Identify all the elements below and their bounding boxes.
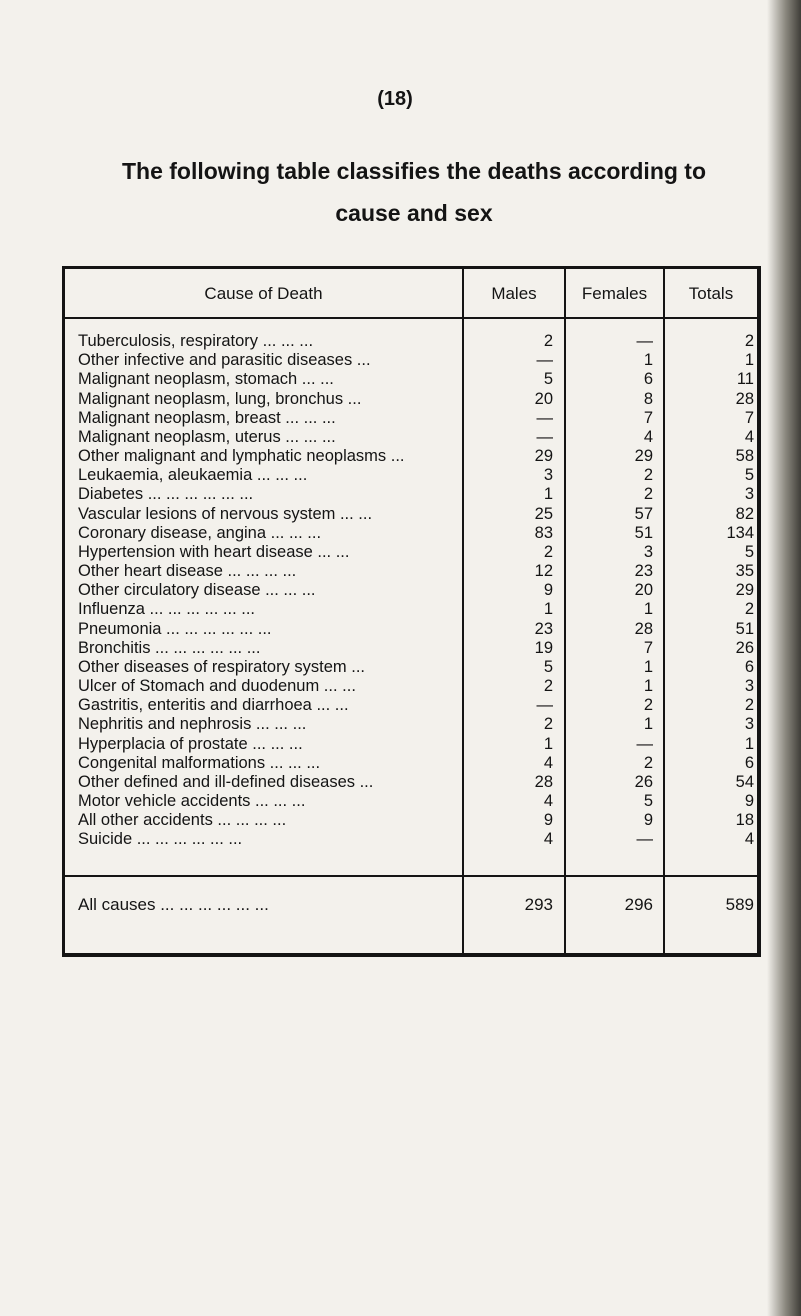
row-females: 9 <box>643 811 653 830</box>
row-totals: 2 <box>744 600 754 619</box>
row-cause: Vascular lesions of nervous system ... ... <box>78 504 373 523</box>
row-males: 5 <box>543 370 553 389</box>
row-females: 57 <box>634 504 653 523</box>
table-row <box>65 390 757 408</box>
row-females: 51 <box>634 523 653 542</box>
row-females: 1 <box>643 657 653 676</box>
row-males: 5 <box>543 657 553 676</box>
total-totals: 589 <box>725 895 754 914</box>
table-row <box>65 351 757 369</box>
table-row <box>65 332 757 350</box>
row-cause: Motor vehicle accidents ... ... ... <box>78 792 306 811</box>
table-row <box>65 620 757 638</box>
title-line-2: cause and sex <box>335 200 493 226</box>
row-cause: Diabetes ... ... ... ... ... ... <box>78 485 254 504</box>
row-males: — <box>536 696 553 715</box>
row-females: 3 <box>643 542 653 561</box>
row-females: 1 <box>643 351 653 370</box>
row-males: 28 <box>534 772 553 791</box>
row-females: 5 <box>643 792 653 811</box>
row-totals: 1 <box>744 734 754 753</box>
row-cause: Other malignant and lymphatic neoplasms ... <box>78 447 405 466</box>
total-divider <box>65 875 757 877</box>
row-totals: 1 <box>744 351 754 370</box>
total-cause: All causes ... ... ... ... ... ... <box>78 895 269 914</box>
row-males: 12 <box>534 562 553 581</box>
row-totals: 7 <box>744 408 754 427</box>
row-totals: 6 <box>744 753 754 772</box>
row-totals: 51 <box>735 619 754 638</box>
row-totals: 2 <box>744 332 754 350</box>
row-cause: Congenital malformations ... ... ... <box>78 753 321 772</box>
header-totals: Totals <box>688 284 734 303</box>
row-females: 29 <box>634 447 653 466</box>
row-cause: Other diseases of respiratory system ... <box>78 657 366 676</box>
row-totals: 28 <box>735 389 754 408</box>
row-totals: 5 <box>744 542 754 561</box>
row-males: 4 <box>543 753 553 772</box>
row-totals: 29 <box>735 581 754 600</box>
row-cause: Malignant neoplasm, lung, bronchus ... <box>78 389 362 408</box>
row-cause: Coronary disease, angina ... ... ... <box>78 523 322 542</box>
row-males: — <box>536 427 553 446</box>
row-females: — <box>636 332 653 350</box>
row-totals: 3 <box>744 485 754 504</box>
row-cause: Pneumonia ... ... ... ... ... ... <box>78 619 272 638</box>
table-row <box>65 562 757 580</box>
table-row <box>65 466 757 484</box>
row-males: 83 <box>534 523 553 542</box>
table-row <box>65 639 757 657</box>
row-females: 6 <box>643 370 653 389</box>
row-males: 29 <box>534 447 553 466</box>
table-row <box>65 485 757 503</box>
row-females: 8 <box>643 389 653 408</box>
header-males: Males <box>491 284 537 303</box>
row-cause: Bronchitis ... ... ... ... ... ... <box>78 638 261 657</box>
row-females: 26 <box>634 772 653 791</box>
row-cause: Hypertension with heart disease ... ... <box>78 542 350 561</box>
row-totals: 58 <box>735 447 754 466</box>
table-row <box>65 773 757 791</box>
table-row <box>65 447 757 465</box>
row-cause: Gastritis, enteritis and diarrhoea ... ... <box>78 696 349 715</box>
row-cause: Malignant neoplasm, uterus ... ... ... <box>78 427 336 446</box>
row-females: — <box>636 734 653 753</box>
row-totals: 5 <box>744 466 754 485</box>
row-cause: Suicide ... ... ... ... ... ... <box>78 830 243 849</box>
row-totals: 82 <box>735 504 754 523</box>
row-totals: 4 <box>744 427 754 446</box>
deaths-by-cause-table <box>62 266 761 957</box>
row-males: 25 <box>534 504 553 523</box>
row-females: 2 <box>643 753 653 772</box>
row-males: — <box>536 351 553 370</box>
table-row <box>65 543 757 561</box>
total-row <box>65 885 757 925</box>
row-totals: 54 <box>735 772 754 791</box>
row-cause: Hyperplacia of prostate ... ... ... <box>78 734 303 753</box>
row-females: 28 <box>634 619 653 638</box>
row-males: 2 <box>543 677 553 696</box>
row-females: — <box>636 830 653 849</box>
title-line-1: The following table classifies the deaths according to <box>121 158 707 184</box>
row-totals: 3 <box>744 715 754 734</box>
row-males: 23 <box>534 619 553 638</box>
row-females: 4 <box>643 427 653 446</box>
row-cause: Other defined and ill-defined diseases ... <box>78 772 374 791</box>
row-females: 7 <box>643 408 653 427</box>
row-cause: Nephritis and nephrosis ... ... ... <box>78 715 307 734</box>
table-row <box>65 658 757 676</box>
row-totals: 2 <box>744 696 754 715</box>
row-males: 2 <box>543 332 553 350</box>
total-females: 296 <box>624 895 653 914</box>
row-totals: 18 <box>735 811 754 830</box>
row-males: 4 <box>543 830 553 849</box>
table-row <box>65 581 757 599</box>
row-females: 23 <box>634 562 653 581</box>
row-males: 1 <box>543 600 553 619</box>
row-males: 2 <box>543 542 553 561</box>
row-totals: 4 <box>744 830 754 849</box>
table-row <box>65 830 757 848</box>
row-females: 20 <box>634 581 653 600</box>
row-cause: Other infective and parasitic diseases ... <box>78 351 371 370</box>
row-males: 2 <box>543 715 553 734</box>
row-males: — <box>536 408 553 427</box>
row-males: 1 <box>543 734 553 753</box>
row-totals: 6 <box>744 657 754 676</box>
row-totals: 9 <box>744 792 754 811</box>
table-row <box>65 524 757 542</box>
table-row <box>65 754 757 772</box>
table-row <box>65 696 757 714</box>
table-row <box>65 792 757 810</box>
row-cause: Tuberculosis, respiratory ... ... ... <box>78 332 314 350</box>
table-row <box>65 600 757 618</box>
row-females: 1 <box>643 715 653 734</box>
row-males: 19 <box>534 638 553 657</box>
row-males: 9 <box>543 811 553 830</box>
table-row <box>65 409 757 427</box>
row-cause: Influenza ... ... ... ... ... ... <box>78 600 255 619</box>
row-totals: 26 <box>735 638 754 657</box>
page-title <box>0 150 801 234</box>
row-males: 20 <box>534 389 553 408</box>
row-totals: 11 <box>736 370 754 389</box>
header-cause: Cause of Death <box>204 284 323 303</box>
row-males: 9 <box>543 581 553 600</box>
row-totals: 3 <box>744 677 754 696</box>
row-totals: 35 <box>735 562 754 581</box>
table-row <box>65 715 757 733</box>
row-cause: Malignant neoplasm, stomach ... ... <box>78 370 334 389</box>
table-row <box>65 677 757 695</box>
row-females: 2 <box>643 466 653 485</box>
total-males: 293 <box>524 895 553 914</box>
page-number: (18) <box>377 88 413 110</box>
row-cause: Malignant neoplasm, breast ... ... ... <box>78 408 336 427</box>
table-row <box>65 505 757 523</box>
row-males: 1 <box>543 485 553 504</box>
row-females: 1 <box>643 677 653 696</box>
row-cause: Other heart disease ... ... ... ... <box>78 562 297 581</box>
row-females: 2 <box>643 485 653 504</box>
row-cause: Other circulatory disease ... ... ... <box>78 581 316 600</box>
row-cause: Ulcer of Stomach and duodenum ... ... <box>78 677 356 696</box>
row-females: 2 <box>643 696 653 715</box>
table-row <box>65 735 757 753</box>
row-females: 1 <box>643 600 653 619</box>
table-row <box>65 811 757 829</box>
table-row <box>65 370 757 388</box>
header-females: Females <box>581 284 648 303</box>
row-cause: Leukaemia, aleukaemia ... ... ... <box>78 466 308 485</box>
table-row <box>65 428 757 446</box>
row-cause: All other accidents ... ... ... ... <box>78 811 287 830</box>
row-totals: 134 <box>726 523 754 542</box>
row-females: 7 <box>643 638 653 657</box>
row-males: 4 <box>543 792 553 811</box>
row-males: 3 <box>543 466 553 485</box>
